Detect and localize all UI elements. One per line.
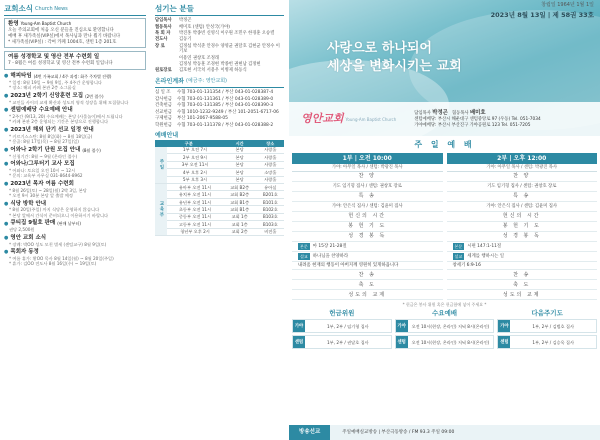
account-number: 수협 703-01-131385 / 부산 043-01-028390-3 xyxy=(177,103,274,109)
offering-row xyxy=(395,335,495,349)
schedule-time: 3부 오전 11시 xyxy=(167,161,222,168)
order-item: 가야: 안은식 집사 / 센텀: 김윤미 집사 xyxy=(486,203,558,209)
schedule-time: 2부 오전 9시 xyxy=(167,154,222,161)
news-item-title xyxy=(4,235,146,242)
servant-role: 담임목사 xyxy=(155,18,172,24)
account-row xyxy=(155,123,284,129)
news-item-detail: * 교인들 사이의 교제 확산과 성도의 영적 성장을 위해 모집합니다 xyxy=(9,99,129,105)
schedule-time: 중등부 오전 11시 xyxy=(167,213,222,220)
order-row xyxy=(447,232,598,242)
news-title-text: 어와나 2학기 단원 모집 안내 xyxy=(10,146,81,153)
news-item-title xyxy=(4,181,146,188)
sermon-tag: 설교 xyxy=(454,253,463,259)
address-line: 센텀예배당: 부산시 해운대구 센텀중앙로 97 (우동) Tel. 051-7034 xyxy=(414,116,541,122)
church-news-title: 교회소식 xyxy=(4,4,33,13)
table-header: 장소 xyxy=(257,140,284,147)
order-item: 성 경 봉 독 xyxy=(348,233,387,240)
table-row xyxy=(155,206,284,213)
order-row xyxy=(292,212,443,222)
schedule-building: 교회 2층 xyxy=(223,228,257,235)
schedule-room: B101호 xyxy=(257,198,284,205)
scripture-text: 마 15장 21-28절 xyxy=(312,243,347,249)
news-item-detail: * 본당 앞에서 간식이 준비되오니 이용하시기 바랍니다 xyxy=(9,212,109,218)
servant-names: 김호현 서국치 서용우 이병제 하동식 xyxy=(179,68,247,74)
order-row xyxy=(292,202,443,212)
offering-row xyxy=(497,319,597,333)
news-title-note: (8월 접수) xyxy=(82,147,101,153)
schedule-time: 초등부 오전 11시 xyxy=(167,206,222,213)
service-leaders: 가야: 아무일 목사 / 센텀: 박광진 목사 xyxy=(447,164,598,172)
divider xyxy=(4,15,146,16)
slogan: 사랑으로 하나되어 세상을 변화시키는 교회 xyxy=(327,41,462,74)
servant-names: 김동기 xyxy=(179,37,192,43)
bulletin-front xyxy=(289,0,600,440)
schedule-building: 본당 xyxy=(223,147,257,154)
table-row xyxy=(155,221,284,228)
servant-row xyxy=(155,44,284,55)
news-item xyxy=(4,127,146,145)
schedule-building: 본당 xyxy=(223,161,257,168)
news-item-detail: * 오전 9시 30분 본당 앞 출발 예정 xyxy=(9,193,73,199)
news-item-detail: * 8월 26일(토) ~ 28일(월) 2박 3일, 본당 xyxy=(9,187,87,193)
table-row xyxy=(155,154,284,161)
news-item xyxy=(4,93,146,105)
schedule-building: 본당 xyxy=(223,176,257,183)
order-row xyxy=(292,290,443,300)
order-item: 축 도 xyxy=(358,281,376,288)
scripture-tag: 본문 xyxy=(300,243,308,249)
servant-names: 박정곤 xyxy=(179,18,192,24)
servant-role xyxy=(155,56,179,61)
order-item: 찬 양 xyxy=(358,173,376,180)
schedule-room: 비전홀 xyxy=(257,228,284,235)
news-item-detail: * 키르기스스탄: 8월 8일(화) ~ 8월 18일(금) xyxy=(9,133,93,139)
offering-note: * 헌금은 봉사 위원 혹은 헌금함에 넣어 주세요 * xyxy=(402,302,487,308)
schedule-group: 주일 xyxy=(155,147,167,184)
schedule-time: 유아부 오전 11시 xyxy=(167,184,222,191)
order-item: 찬 송 xyxy=(513,271,531,278)
news-item-detail: 권당 2,500원 xyxy=(9,227,35,233)
offering-value: 1부, 2부 / 김승욱 집사 xyxy=(532,339,575,345)
offering-value: 1부, 2부 / 권달호 집사 xyxy=(326,339,369,345)
divider xyxy=(155,15,284,16)
servant-row xyxy=(155,37,284,42)
order-row xyxy=(292,182,443,192)
order-item: 기도 임기형 집사 / 센텀: 권창호 장로 xyxy=(487,183,557,189)
service-name: 2부 xyxy=(497,154,508,162)
news-item-title xyxy=(4,107,146,114)
table-row xyxy=(155,176,284,183)
offering-row xyxy=(497,335,597,349)
servant-role: 목 회 자 xyxy=(155,31,171,37)
welcome-line: 예배 후 새가족실(VIP실)에서 목사님과 만나 뵙기 바랍니다 xyxy=(8,33,121,39)
church-subname: Young-Am Baptist Church xyxy=(345,116,397,122)
news-title-text: 큐티집 9월호 판매 xyxy=(10,220,56,227)
news-title-note: (2번 접수) xyxy=(85,93,104,99)
news-title-note: (판매 날부터) xyxy=(57,221,81,227)
servant-names: 김정성 박동훈 조경현 박종헌 권현남 김정현 xyxy=(179,61,261,67)
news-title-text: 2023년 해외 단기 선교 일정 안내 xyxy=(10,126,94,133)
bullet-icon: ● xyxy=(4,249,9,256)
news-title-text: 센텀예배당 수요예배 안내 xyxy=(10,107,73,114)
table-row xyxy=(155,213,284,220)
order-row xyxy=(447,270,598,280)
order-row xyxy=(447,202,598,212)
account-header: 온라인계좌 (예금주: 영안교회) xyxy=(155,77,227,85)
servants-list xyxy=(155,18,284,73)
news-title-note: (4번 가족교회 / 4주 과정: 화주 주차별 진행) xyxy=(33,73,112,79)
news-item-detail: * 휴가: 김OO 전도사 8월 16일(수) ~ 19일(토) xyxy=(9,261,97,267)
servant-role: 원로장로 xyxy=(155,68,172,74)
scripture-tag: 본문 xyxy=(454,243,463,249)
news-item xyxy=(4,161,146,179)
order-item: 성도의 교제 xyxy=(348,291,387,298)
offering-row xyxy=(292,319,392,333)
offering-group-title: 헌금위원 xyxy=(329,309,355,318)
servant-row xyxy=(155,56,284,61)
table-row xyxy=(155,184,284,191)
order-row xyxy=(447,290,598,300)
news-item xyxy=(4,181,146,199)
news-title-text: 2023년 2학기 신앙훈련 모집 xyxy=(10,92,84,99)
order-item: 가야: 안은식 집사 / 센텀: 김윤미 집사 xyxy=(331,203,403,209)
schedule-time: 1부 오전 7시 xyxy=(167,147,222,154)
servant-names: 김정섭 박석준 안경수 양영균 권달호 김현균 안정수 이기보 xyxy=(179,43,280,55)
account-number: 부산 101-2067-9588-05 xyxy=(177,116,228,122)
header-banner xyxy=(289,0,600,136)
news-item xyxy=(4,249,146,267)
worship-order xyxy=(289,153,600,300)
welcome-box xyxy=(4,18,146,48)
schedule-building: 교회 1층 xyxy=(223,221,257,228)
news-title-text: 어와나/그루터기 교사 모집 xyxy=(10,161,75,167)
servant-names: 배미호 (센텀) 안성국(가야) xyxy=(179,24,230,30)
broadcast-tag: 방송선교 xyxy=(289,425,330,440)
schedule-time: 4부 오후 2시 xyxy=(167,169,222,176)
offering-group xyxy=(395,309,495,351)
order-row xyxy=(292,270,443,280)
news-item xyxy=(4,107,146,125)
broadcast-bar xyxy=(289,425,600,440)
news-item-detail: * 2주간 (9/13, 20) 수요예배는 본당 (사물놀이)에서 드립니다 xyxy=(9,113,123,119)
order-row xyxy=(447,172,598,182)
welcome-line: * 새가족실(VIP실) : 각여 카페 1004호, 샌빈 1층 201호 xyxy=(8,39,117,45)
service-time: 오전 10:00 xyxy=(359,154,392,162)
scripture-row xyxy=(447,242,598,252)
church-news-header xyxy=(4,4,146,13)
address-line: 가야예배당: 부산시 부산진구 가야공원로 123 Tel. 051-7205 xyxy=(414,122,531,128)
account-row xyxy=(155,90,284,96)
sermon-row xyxy=(447,252,598,262)
offering-value: 1부, 2부 / 김범호 집사 xyxy=(532,323,575,329)
scripture-row xyxy=(292,242,443,252)
offering-group-title: 수요예배 xyxy=(431,309,458,318)
sermon-row xyxy=(292,252,443,262)
news-item-title xyxy=(4,73,146,80)
news-item-detail: * 문의: 교육부 사무실 031-8644-8962 xyxy=(9,173,83,179)
offering-group xyxy=(292,309,392,351)
news-item xyxy=(4,235,146,247)
church-logo: 영안교회 xyxy=(301,112,344,126)
account-type: 학원헌금 xyxy=(155,122,172,128)
servant-role xyxy=(155,62,179,67)
bullet-icon: ● xyxy=(4,73,9,80)
order-row xyxy=(447,280,598,290)
news-item xyxy=(4,73,146,91)
bullet-icon: ● xyxy=(4,161,9,168)
schedule-building: 교회 B2층 xyxy=(223,191,257,198)
offering-group xyxy=(497,309,597,351)
servant-role: 장 로 xyxy=(155,43,165,49)
schedule-building: 본당 xyxy=(223,154,257,161)
sermon-detail: 내려옴 현재의 행동이 아버지께 영원히 있게하옵니다 xyxy=(292,262,443,271)
servant-row xyxy=(155,62,284,67)
news-item-detail: * 장례: 박OO 성도 모친 별세 (센텀교구) 8월 9일(토) xyxy=(9,241,107,247)
schedule-building: 교회 1층 xyxy=(223,213,257,220)
schedule-time: 유년부 오전 11시 xyxy=(167,198,222,205)
order-row xyxy=(292,232,443,242)
news-item-title xyxy=(4,93,146,100)
news-item-detail: * 몽골: 8월 17일(목) ~ 8월 27일(일) xyxy=(9,139,79,145)
table-header: 시간 xyxy=(223,140,257,147)
order-item: 봉 헌 기 도 xyxy=(348,223,387,230)
schedule-building: 교회 B1층 xyxy=(223,198,257,205)
account-type: 구제헌금 xyxy=(155,116,172,122)
order-row xyxy=(447,192,598,202)
news-item-detail: * 신청기간: 8월 ~ 9월 (온라인 접수) xyxy=(9,153,78,159)
schedule-room: 유아실 xyxy=(257,184,284,191)
schedule-time: 5부 오후 3시 xyxy=(167,176,222,183)
news-title-text: 2023년 목자 여름 수련회 xyxy=(10,180,74,187)
order-item: 봉 헌 기 도 xyxy=(502,223,541,230)
news-title-text: 영안 교회 소식 xyxy=(10,234,47,241)
bullet-icon: ● xyxy=(4,234,9,241)
servant-role: 전도사 xyxy=(155,37,168,43)
order-row xyxy=(292,222,443,232)
sermon-tag: 설교 xyxy=(300,253,308,259)
news-item-detail: * 여름 휴가: 황OO 목사 8월 14일(월) ~ 8월 20일(주일) xyxy=(9,255,114,261)
news-item-title xyxy=(4,249,146,256)
service-leaders: 가야: 아무일 목사 / 센텀: 박광진 목사 xyxy=(292,164,443,172)
summer-title: 여름 성경학교 및 영산 전부 수련회 일 xyxy=(8,54,100,61)
offering-location: 센텀 xyxy=(293,336,305,348)
schedule-group: 교육부 xyxy=(155,184,167,236)
schedule-room: B103호 xyxy=(257,221,284,228)
welcome-title: 환영 Young-Am Baptist Church xyxy=(8,21,72,28)
service-time: 오후 12:00 xyxy=(513,154,547,162)
worship-service-2 xyxy=(447,153,598,300)
table-row xyxy=(155,147,284,154)
order-item: 헌신의 시간 xyxy=(348,213,387,220)
offering-location: 가야 xyxy=(396,320,408,332)
offering-location: 센텀 xyxy=(396,336,408,348)
order-row xyxy=(292,192,443,202)
account-row xyxy=(155,110,284,116)
news-item-detail: * 장소: 해피 카페 본관 2층 소그룹실 xyxy=(9,85,76,91)
servant-row xyxy=(155,25,284,30)
scripture-text: 시편 147:1-11절 xyxy=(467,243,502,249)
order-item: 기도 임기형 집사 / 센텀: 권창호 장로 xyxy=(332,183,402,189)
schedule-building: 본당 xyxy=(223,169,257,176)
news-item-detail: * 어와나: 토요일 오전 10시 ~ 12시 xyxy=(9,167,76,173)
account-number: 수협 703-01-131378 / 부산 043-01-028388-2 xyxy=(177,122,274,128)
servant-names: 박진홍 박종빈 신영식 이우원 조민우 한경훈 오승렬 xyxy=(179,31,275,37)
events-header: 예배안내 xyxy=(155,132,179,140)
worship-service-1 xyxy=(292,153,443,300)
order-row xyxy=(292,172,443,182)
account-list xyxy=(155,90,284,128)
bullet-icon: ● xyxy=(4,220,9,227)
offering-group-title: 다음주기도 xyxy=(531,309,563,318)
offering-value: 오전 10시(현장, 온라인) 저녁 8시(온라인) xyxy=(411,339,490,345)
table-row xyxy=(155,169,284,176)
offering-row xyxy=(395,319,495,333)
schedule-time: 청년부 오후 2시 xyxy=(167,228,222,235)
schedule-room: 사랑홀 xyxy=(257,176,284,183)
table-row xyxy=(155,228,284,235)
order-item: 헌신의 시간 xyxy=(502,213,541,220)
offering-value: 오전 10시(현장, 온라인) 저녁 8시(온라인) xyxy=(411,323,490,329)
schedule-room: B102호 xyxy=(257,206,284,213)
bullet-icon: ● xyxy=(4,107,9,114)
offering-row xyxy=(292,335,392,349)
table-row xyxy=(155,191,284,198)
sermon-detail: 창세기 6:9-16 xyxy=(447,262,598,271)
summer-line: 7 - 8월은 여름 성경학교 및 영산 전부 수련회 일입니다 xyxy=(8,61,113,67)
news-item xyxy=(4,147,146,159)
sermon-title: 하나님을 찬양하라 xyxy=(312,253,349,259)
schedule-time: 유치부 오전 11시 xyxy=(167,191,222,198)
bullet-icon: ● xyxy=(4,200,9,207)
worship-schedule-table xyxy=(155,140,284,237)
schedule-time: 고등부 오전 11시 xyxy=(167,221,222,228)
servant-names: 이용연 권창호 조정래 xyxy=(179,55,220,61)
offering-location: 센텀 xyxy=(498,336,510,348)
offering-value: 1부, 2부 / 임기형 집사 xyxy=(326,323,369,329)
table-row xyxy=(155,198,284,205)
servant-row xyxy=(155,18,284,23)
news-item-detail: * 일정: 8월 19일 ~ 9월 9일, 주 4주간 운영합니다 xyxy=(9,79,102,85)
news-item xyxy=(4,220,146,232)
issue-date: 2023년 8월 13일 | 제 58권 33호 xyxy=(490,11,594,19)
schedule-room: B103호 xyxy=(257,213,284,220)
news-list xyxy=(4,73,146,269)
schedule-room: 사랑홀 xyxy=(257,147,284,154)
schedule-room: 사랑홀 xyxy=(257,161,284,168)
news-item-title xyxy=(4,127,146,134)
offering-section xyxy=(289,309,600,351)
account-row xyxy=(155,103,284,109)
order-row xyxy=(292,280,443,290)
order-item: 성도의 교제 xyxy=(502,291,541,298)
news-item-title xyxy=(4,161,146,168)
pastor-info: 담임목사 박정곤 협동목사 배미호 센텀예배당: 부산시 해운대구 센텀중앙로 97 (우동) Tel. 051-7034 가야예배당: 부산시 부산진구 가야공원로 123 Tel. 051-7205 xyxy=(414,109,541,128)
order-item: 특 송 xyxy=(513,193,531,200)
broadcast-text: 주일예배실교방송 | 부산극동방송 / FM 93.3 주일 09:00 xyxy=(342,429,455,435)
welcome-line: 오늘 주의교회에 처음 오신 분들을 진심으로 환영합니다 xyxy=(8,28,114,34)
order-row xyxy=(447,222,598,232)
founding-date: 창립일 1964년 1월 1일 xyxy=(541,2,594,8)
info-column xyxy=(152,0,287,440)
news-title-text: 식당 방학 안내 xyxy=(10,200,47,207)
account-row xyxy=(155,116,284,122)
account-row xyxy=(155,97,284,103)
servant-role: 협동목사 xyxy=(155,24,172,30)
account-type: 선교헌금 xyxy=(155,109,172,115)
church-info-bar xyxy=(289,102,600,136)
bullet-icon: ● xyxy=(4,146,9,153)
news-title-text: 해피타임 xyxy=(10,73,32,79)
church-news-column xyxy=(0,0,150,440)
account-number: 수협 703-01-131361 / 부산 043-01-028389-0 xyxy=(177,96,274,102)
order-item: 특 송 xyxy=(358,193,376,200)
news-title-text: 목회자 동정 xyxy=(10,249,39,255)
news-item-title xyxy=(4,147,146,154)
bullet-icon: ● xyxy=(4,181,9,188)
bullet-icon: ● xyxy=(4,127,9,134)
offering-location: 가야 xyxy=(293,320,305,332)
news-item-detail: * 8월 20일(주일) 까지 식당은 운영하지 않습니다 xyxy=(9,207,100,213)
order-item: 축 도 xyxy=(513,281,531,288)
church-news-subtitle: Church News xyxy=(34,5,68,12)
order-item: 성 경 봉 독 xyxy=(502,233,541,240)
news-item-detail: * 카페 본관 2층 운영되는 기간은 본당으로 진행합니다 xyxy=(9,119,109,125)
schedule-building: 교회 B2층 xyxy=(223,184,257,191)
news-item xyxy=(4,201,146,219)
divider xyxy=(155,87,284,88)
offering-location: 가야 xyxy=(498,320,510,332)
worship-title: 주 일 예 배 xyxy=(414,140,475,149)
schedule-building: 교회 B1층 xyxy=(223,206,257,213)
order-row xyxy=(447,182,598,192)
schedule-room: 소망홀 xyxy=(257,169,284,176)
schedule-room: B201호 xyxy=(257,191,284,198)
summer-box xyxy=(4,51,146,70)
bullet-icon: ● xyxy=(4,93,9,100)
schedule-room: 사랑홀 xyxy=(257,154,284,161)
service-header: 2부 | 오후 12:00 xyxy=(447,153,598,164)
order-item: 찬 양 xyxy=(513,173,531,180)
servant-row xyxy=(155,31,284,36)
table-row xyxy=(155,161,284,168)
service-header: 1부 | 오전 10:00 xyxy=(292,153,443,164)
service-name: 1부 xyxy=(342,154,353,162)
account-number: 수협 1010-1232-9249 / 부산 101-2051-6717-06 xyxy=(177,109,279,115)
servants-header: 섬기는 분들 xyxy=(155,4,194,13)
servant-row xyxy=(155,68,284,73)
table-header: 구분 xyxy=(155,140,223,147)
account-type: 건축헌금 xyxy=(155,103,172,109)
account-number: 수협 703-01-131354 / 부산 043-01-028387-4 xyxy=(177,90,274,96)
order-row xyxy=(447,212,598,222)
sermon-title: 세계를 행하시는 일 xyxy=(467,253,504,259)
account-type: 십 일 조 xyxy=(155,90,171,96)
order-item: 찬 송 xyxy=(358,271,376,278)
account-type: 감사헌금 xyxy=(155,96,172,102)
